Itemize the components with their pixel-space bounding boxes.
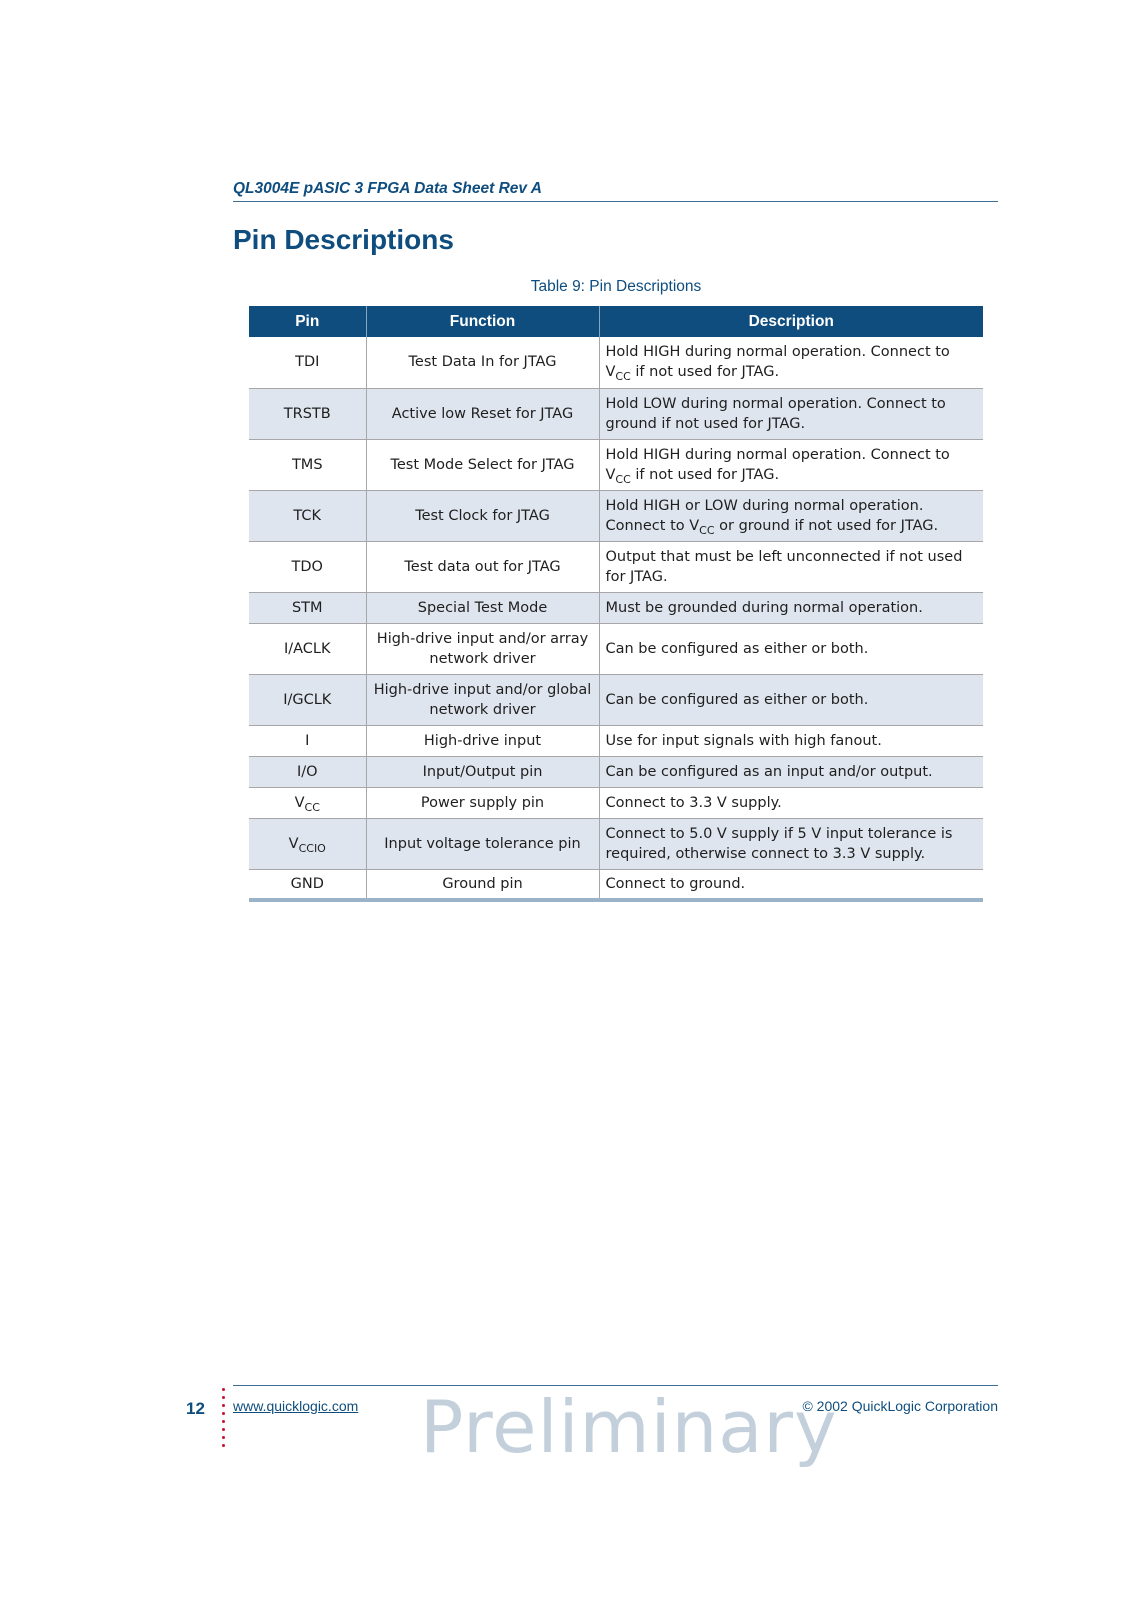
table-row: [249, 818, 983, 869]
dotted-divider: [222, 1388, 226, 1452]
table-row: [249, 787, 983, 818]
function-cell: Test data out for JTAG: [366, 541, 599, 592]
description-cell: Connect to ground.: [599, 869, 983, 900]
function-cell: Active low Reset for JTAG: [366, 388, 599, 439]
description-cell: Output that must be left unconnected if not used for JTAG.: [599, 541, 983, 592]
table-row: [249, 592, 983, 623]
pin-cell: I: [249, 725, 366, 756]
pin-cell: TDI: [249, 337, 366, 388]
column-header-function: Function: [366, 306, 599, 337]
function-cell: Ground pin: [366, 869, 599, 900]
pin-cell: TDO: [249, 541, 366, 592]
column-header-pin: Pin: [249, 306, 366, 337]
function-cell: High-drive input and/or global network driver: [366, 674, 599, 725]
column-header-description: Description: [599, 306, 983, 337]
description-cell: Hold HIGH during normal operation. Connect to $V_{CC}$ if not used for JTAG.: [599, 337, 983, 388]
pin-cell: $V_{CCIO}$: [249, 818, 366, 869]
function-cell: Special Test Mode: [366, 592, 599, 623]
pin-cell: STM: [249, 592, 366, 623]
description-cell: Connect to 3.3 V supply.: [599, 787, 983, 818]
table-row: [249, 541, 983, 592]
function-cell: High-drive input and/or array network driver: [366, 623, 599, 674]
description-cell: Hold HIGH or LOW during normal operation. Connect to $V_{CC}$ or ground if not used for JTAG.: [599, 490, 983, 541]
pin-cell: TCK: [249, 490, 366, 541]
table-caption: Table 9: Pin Descriptions: [530, 278, 702, 295]
pin-cell: TMS: [249, 439, 366, 490]
description-cell: Use for input signals with high fanout.: [599, 725, 983, 756]
description-cell: Hold HIGH during normal operation. Connect to $V_{CC}$ if not used for JTAG.: [599, 439, 983, 490]
description-cell: Hold LOW during normal operation. Connect to ground if not used for JTAG.: [599, 388, 983, 439]
function-cell: Test Data In for JTAG: [366, 337, 599, 388]
description-cell: Can be configured as either or both.: [599, 623, 983, 674]
preliminary-watermark: Preliminary: [420, 1385, 838, 1469]
description-cell: Connect to 5.0 V supply if 5 V input tolerance is required, otherwise connect to 3.3 V supply.: [599, 818, 983, 869]
table-row: [249, 439, 983, 490]
page-title: Pin Descriptions: [233, 224, 454, 255]
table-row: [249, 490, 983, 541]
table-row: [249, 756, 983, 787]
running-head: QL3004E pASIC 3 FPGA Data Sheet Rev A: [233, 180, 998, 202]
page-number: 12: [186, 1399, 205, 1418]
table-row: [249, 623, 983, 674]
pin-cell: GND: [290, 875, 324, 892]
table-row: [249, 674, 983, 725]
copyright-notice: © 2002 QuickLogic Corporation: [802, 1398, 998, 1414]
function-cell: Test Clock for JTAG: [366, 490, 599, 541]
function-cell: Test Mode Select for JTAG: [366, 439, 599, 490]
description-cell: Can be configured as either or both.: [599, 674, 983, 725]
pin-cell: TRSTB: [249, 388, 366, 439]
function-cell: Power supply pin: [366, 787, 599, 818]
description-cell: Must be grounded during normal operation.: [599, 592, 983, 623]
function-cell: Input voltage tolerance pin: [366, 818, 599, 869]
function-cell: High-drive input: [366, 725, 599, 756]
pin-cell: I/ACLK: [249, 623, 366, 674]
pin-cell: I/GCLK: [249, 674, 366, 725]
pin-cell: $V_{CC}$: [249, 787, 366, 818]
function-cell: Input/Output pin: [366, 756, 599, 787]
table-row: [249, 869, 983, 900]
table-row: [249, 337, 983, 388]
website-link[interactable]: www.quicklogic.com: [233, 1398, 359, 1414]
table-header-row: [249, 306, 983, 337]
pin-cell: I/O: [249, 756, 366, 787]
table-row: [249, 725, 983, 756]
pin-descriptions-table: [249, 306, 983, 902]
table-row: [249, 388, 983, 439]
description-cell: Can be configured as an input and/or output.: [599, 756, 983, 787]
